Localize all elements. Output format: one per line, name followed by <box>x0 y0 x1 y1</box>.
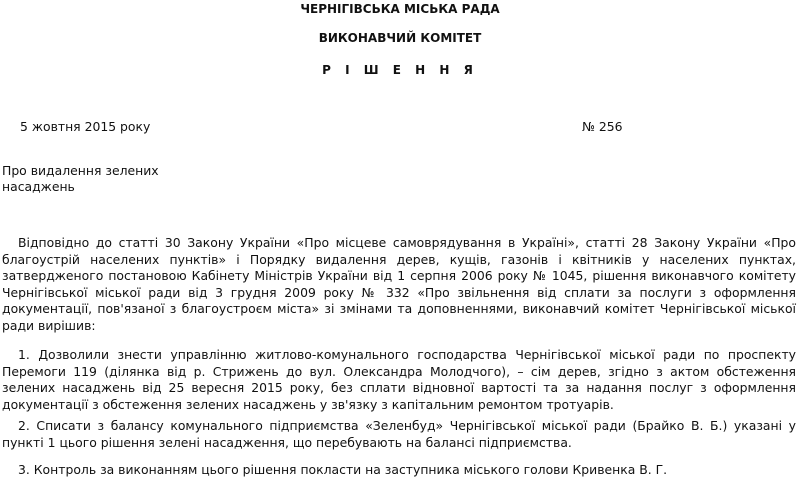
meta-row <box>0 119 800 135</box>
subject-line-2: насаджень <box>2 179 75 194</box>
doc-type-heading: Р І Ш Е Н Н Я <box>322 63 478 77</box>
item-3-paragraph: 3. Контроль за виконанням цього рішення покласти на заступника міського голови Кривенка В. Г. <box>18 462 668 477</box>
council-heading: ЧЕРНІГІВСЬКА МІСЬКА РАДА <box>300 2 500 16</box>
intro-paragraph: Відповідно до статті 30 Закону України «Про місцеве самоврядування в Україні», статті 28 Закону України «Про благоустрій населених пунктів» і Порядку видалення дерев, кущів, газонів і квітників у населених пунктах, затвердженого постановою Кабінету Міністрів України від 1 серпня 2006 року № 1045, рішення виконавчого комітету Чернігівської міської ради від 3 грудня 2009 року № 332 «Про звільнення від сплати за послуги з оформлення документації, пов'язаної з благоустроєм міста» зі змінами та доповненнями, виконавчий комітет Чернігівської міської ради вирішив: <box>2 235 796 333</box>
item-2-paragraph: 2. Списати з балансу комунального підприємства «Зеленбуд» Чернігівської міської ради (Брайко В. Б.) указані у пункті 1 цього рішення зелені насадження, що перебувають на балансі підприємства. <box>2 418 796 450</box>
committee-heading: ВИКОНАВЧИЙ КОМІТЕТ <box>318 31 482 45</box>
item-1-paragraph: 1. Дозволили знести управлінню житлово-комунального господарства Чернігівської міської ради по проспекту Перемоги 119 (ділянка від р. Стрижень до вул. Олександра Молодчого), – сім дерев, згідно з актом обстеження зелених насаджень від 25 вересня 2015 року, без сплати відновної вартості та за надання послуг з оформлення документації з обстеження зелених насаджень у зв'язку з капітальним ремонтом тротуарів. <box>2 347 796 412</box>
decision-subject <box>2 163 202 195</box>
decision-date: 5 жовтня 2015 року <box>20 119 151 134</box>
subject-line-1: Про видалення зелених <box>2 163 159 178</box>
decision-number: № 256 <box>582 119 623 134</box>
